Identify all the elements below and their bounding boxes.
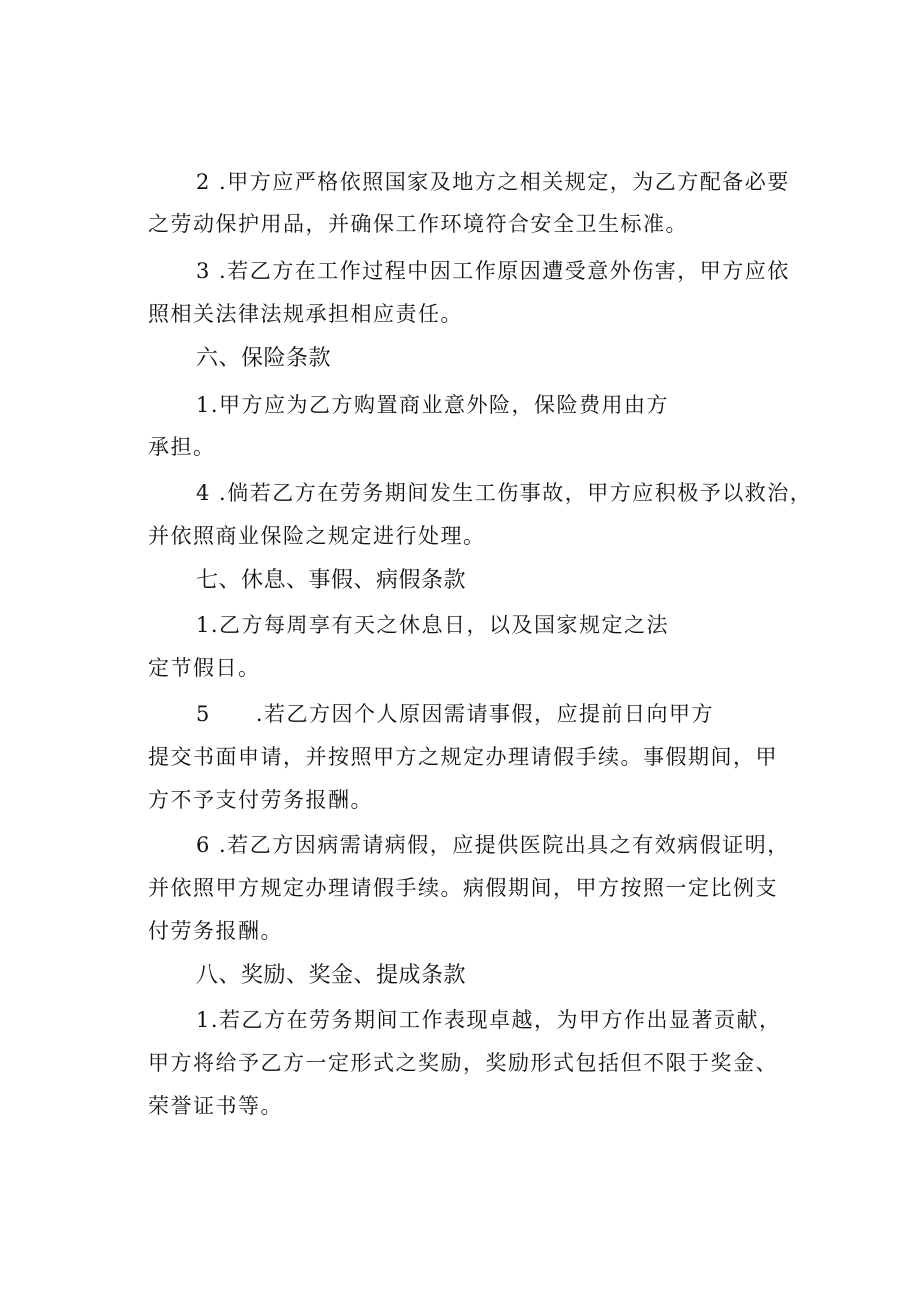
paragraph-line: 4 .倘若乙方在劳务期间发生工伤事故，甲方应积极予以救治， [196, 481, 813, 505]
paragraph-line: 甲方将给予乙方一定形式之奖励，奖励形式包括但不限于奖金、 [148, 1051, 778, 1075]
paragraph-line: 并依照甲方规定办理请假手续。病假期间，甲方按照一定比例支 [148, 876, 778, 900]
paragraph-line: 方不予支付劳务报酬。 [148, 788, 373, 812]
section-heading: 六、保险条款 [196, 346, 332, 371]
paragraph-line: 1.甲方应为乙方购置商业意外险，保险费用由方 [196, 393, 670, 417]
section-heading: 七、休息、事假、病假条款 [196, 568, 467, 593]
paragraph-line: 3 .若乙方在工作过程中因工作原因遭受意外伤害，甲方应依 [196, 259, 790, 283]
paragraph-line: 承担。 [148, 435, 216, 459]
paragraph-line: 提交书面申请，并按照甲方之规定办理请假手续。事假期间，甲 [148, 745, 778, 769]
paragraph-line: 并依照商业保险之规定进行处理。 [148, 524, 486, 548]
paragraph-line: 2 .甲方应严格依照国家及地方之相关规定，为乙方配备必要 [196, 170, 790, 194]
paragraph-line: 1.乙方每周享有天之休息日，以及国家规定之法 [196, 613, 670, 637]
paragraph-line: 5 .若乙方因个人原因需请事假，应提前日向甲方 [196, 702, 715, 726]
paragraph-line: 1.若乙方在劳务期间工作表现卓越，为甲方作出显著贡献， [196, 1008, 782, 1032]
section-heading: 八、奖励、奖金、提成条款 [196, 963, 467, 988]
paragraph-line: 6 .若乙方因病需请病假，应提供医院出具之有效病假证明， [196, 833, 790, 857]
paragraph-line: 定节假日。 [148, 656, 261, 680]
paragraph-line: 荣誉证书等。 [148, 1094, 283, 1118]
paragraph-line: 照相关法律法规承担相应责任。 [148, 302, 463, 326]
paragraph-line: 之劳动保护用品，并确保工作环境符合安全卫生标准。 [148, 212, 688, 236]
paragraph-line: 付劳务报酬。 [148, 919, 283, 943]
